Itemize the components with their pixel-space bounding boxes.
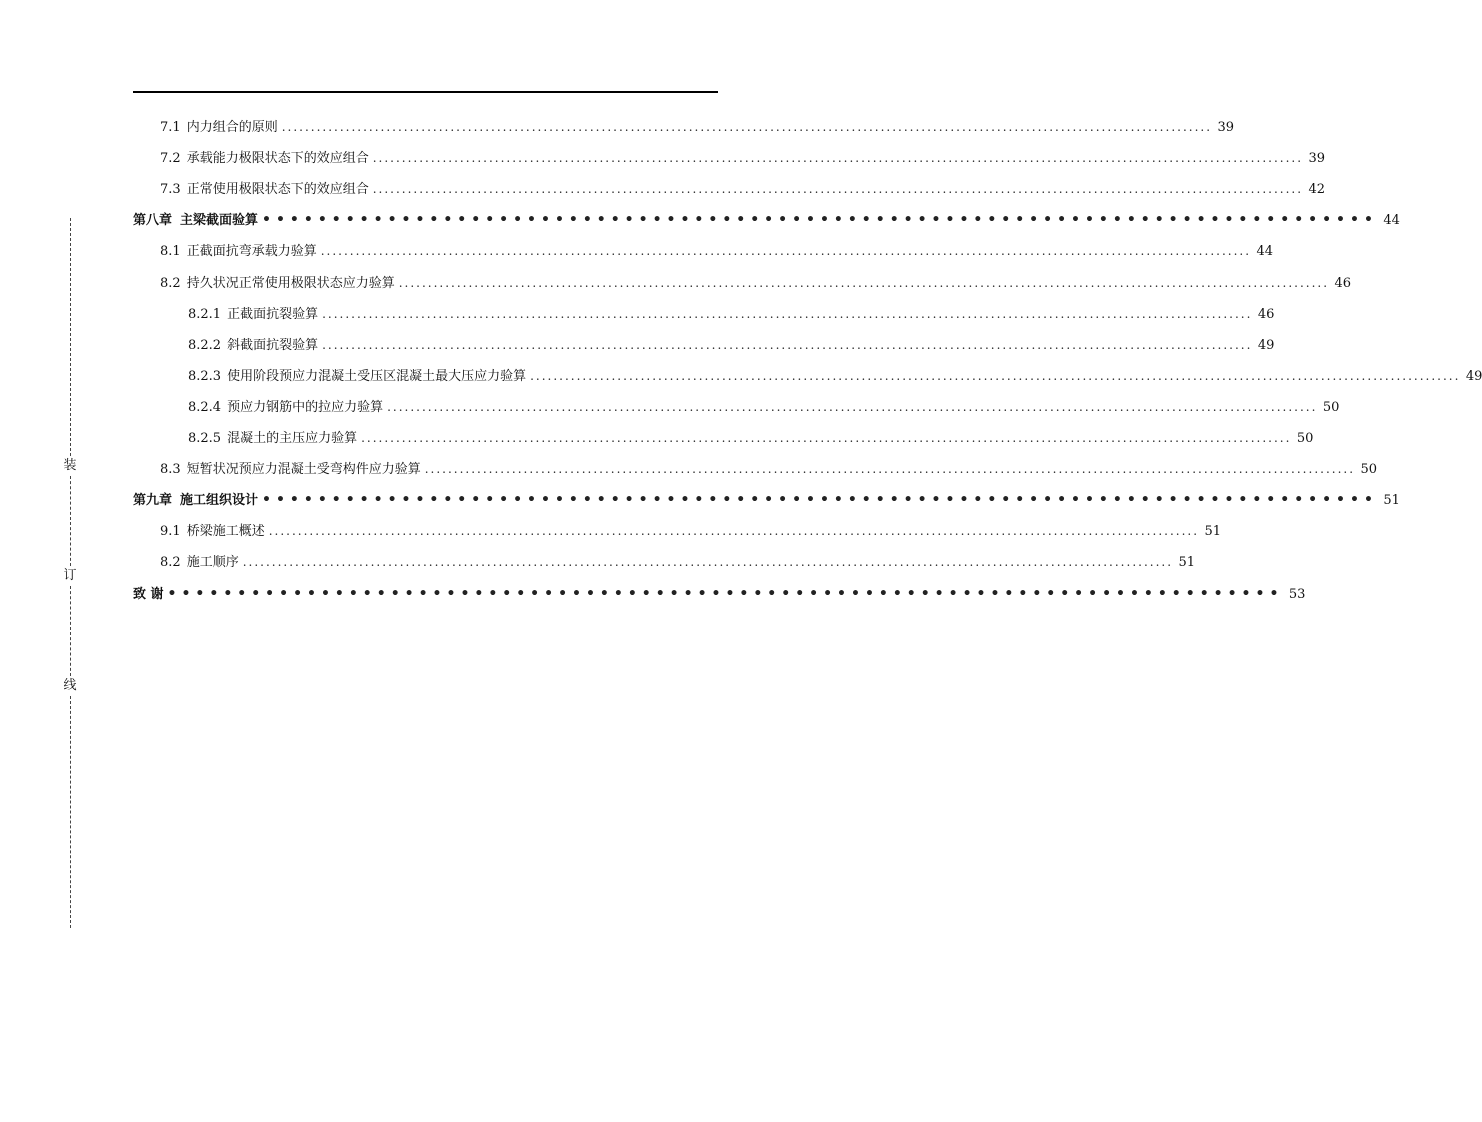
toc-leader-dots: •••••••••••••••••••••••••••••••••••••••••••••••••••••••••••••••••••••••••••••••• — [262, 492, 1378, 508]
toc-leader-dots: ................................................................................................................................................................ — [387, 400, 1318, 414]
toc-entry-number: 8.2.5 — [188, 431, 222, 446]
binding-dash — [70, 696, 71, 928]
toc-leader-dots: ................................................................................................................................................................ — [320, 244, 1252, 258]
toc-entry-number: 8.2.1 — [188, 307, 222, 322]
toc-entry[interactable] — [160, 521, 1222, 541]
binding-dash — [70, 586, 71, 676]
toc-chapter-entry[interactable] — [133, 584, 1306, 604]
toc-page-number: 39 — [1217, 120, 1235, 135]
toc-entry[interactable] — [160, 459, 1378, 479]
binding-dash — [70, 476, 71, 566]
binding-dash — [70, 218, 71, 456]
toc-leader-dots: ................................................................................................................................................................ — [530, 369, 1461, 383]
toc-entry-number: 8.2.4 — [188, 400, 222, 415]
toc-page-number: 46 — [1334, 276, 1352, 291]
toc-entry-number: 8.2 — [160, 276, 181, 291]
toc-leader-dots: ................................................................................................................................................................ — [424, 462, 1356, 476]
toc-leader-dots: ................................................................................................................................................................ — [361, 431, 1292, 445]
toc-entry[interactable] — [160, 273, 1352, 293]
toc-page-number: 53 — [1288, 587, 1306, 602]
toc-page-number: 50 — [1322, 400, 1340, 415]
toc-page-number: 46 — [1257, 307, 1275, 322]
toc-entry-number: 7.3 — [160, 182, 181, 197]
toc-entry-title: 施工顺序 — [186, 555, 239, 570]
toc-leader-dots: ................................................................................................................................................................ — [281, 120, 1213, 134]
toc-entry[interactable] — [160, 148, 1326, 168]
toc-entry-number: 9.1 — [160, 524, 181, 539]
toc-entry[interactable] — [160, 241, 1274, 261]
toc-entry[interactable] — [188, 428, 1314, 448]
toc-page-number: 50 — [1360, 462, 1378, 477]
toc-leader-dots: ................................................................................................................................................................ — [372, 182, 1304, 196]
toc-entry[interactable] — [160, 552, 1196, 572]
toc-entry-title: 正截面抗裂验算 — [227, 307, 319, 322]
binding-char-xian: 线 — [63, 678, 77, 693]
toc-page-number: 51 — [1383, 493, 1400, 508]
binding-char-zhuang: 装 — [63, 458, 77, 473]
toc-entry-title: 主梁截面验算 — [180, 213, 259, 228]
toc-entry-number: 致 谢 — [133, 587, 164, 602]
toc-entry-number: 第九章 — [133, 493, 173, 508]
toc-leader-dots: •••••••••••••••••••••••••••••••••••••••••••••••••••••••••••••••••••••••••••••••• — [262, 212, 1378, 228]
toc-chapter-entry[interactable] — [133, 210, 1400, 230]
toc-leader-dots: ................................................................................................................................................................ — [398, 276, 1330, 290]
toc-page-number: 51 — [1204, 524, 1222, 539]
toc-chapter-entry[interactable] — [133, 490, 1400, 510]
toc-leader-dots: ................................................................................................................................................................ — [268, 524, 1200, 538]
toc-page-number: 39 — [1308, 151, 1326, 166]
toc-entry-title: 施工组织设计 — [180, 493, 259, 508]
toc-page-number: 44 — [1256, 244, 1274, 259]
toc-leader-dots: ................................................................................................................................................................ — [322, 338, 1253, 352]
toc-entry[interactable] — [188, 335, 1275, 355]
toc-page-number: 50 — [1296, 431, 1314, 446]
toc-entry-title: 使用阶段预应力混凝土受压区混凝土最大压应力验算 — [227, 369, 527, 384]
toc-entry[interactable] — [188, 397, 1340, 417]
toc-entry-number: 8.1 — [160, 244, 181, 259]
toc-entry[interactable] — [160, 117, 1235, 137]
toc-leader-dots: ................................................................................................................................................................ — [372, 151, 1304, 165]
toc-entry-title: 短暂状况预应力混凝土受弯构件应力验算 — [186, 462, 421, 477]
binding-line — [63, 218, 77, 928]
toc-entry[interactable] — [188, 366, 1482, 386]
toc-entry-title: 正常使用极限状态下的效应组合 — [186, 182, 369, 197]
toc-entry-title: 混凝土的主压应力验算 — [227, 431, 358, 446]
toc-entry-number: 8.2.3 — [188, 369, 222, 384]
toc-entry-number: 7.2 — [160, 151, 181, 166]
toc-entry-title: 斜截面抗裂验算 — [227, 338, 319, 353]
toc-entry-number: 第八章 — [133, 213, 173, 228]
toc-entry-title: 正截面抗弯承载力验算 — [186, 244, 317, 259]
toc-entry-number: 8.3 — [160, 462, 181, 477]
toc-page-number: 49 — [1465, 369, 1482, 384]
toc-page-number: 49 — [1257, 338, 1275, 353]
toc-entry-title: 内力组合的原则 — [186, 120, 278, 135]
toc-entry-title: 持久状况正常使用极限状态应力验算 — [186, 276, 395, 291]
toc-page-number: 44 — [1383, 213, 1400, 228]
toc-entry[interactable] — [160, 179, 1326, 199]
toc-leader-dots: ................................................................................................................................................................ — [242, 555, 1174, 569]
toc-entry[interactable] — [188, 304, 1275, 324]
toc-entry-title: 承载能力极限状态下的效应组合 — [186, 151, 369, 166]
binding-char-ding: 订 — [63, 568, 77, 583]
toc-page-number: 51 — [1178, 555, 1196, 570]
toc-leader-dots: ................................................................................................................................................................ — [322, 307, 1253, 321]
toc-page-number: 42 — [1308, 182, 1326, 197]
toc-entry-number: 8.2 — [160, 555, 181, 570]
toc-entry-title: 桥梁施工概述 — [186, 524, 265, 539]
toc-entry-title: 预应力钢筋中的拉应力验算 — [227, 400, 384, 415]
header-rule — [133, 91, 718, 93]
toc-entry-number: 7.1 — [160, 120, 181, 135]
toc-entry-number: 8.2.2 — [188, 338, 222, 353]
toc-leader-dots: •••••••••••••••••••••••••••••••••••••••••••••••••••••••••••••••••••••••••••••••• — [167, 586, 1284, 602]
